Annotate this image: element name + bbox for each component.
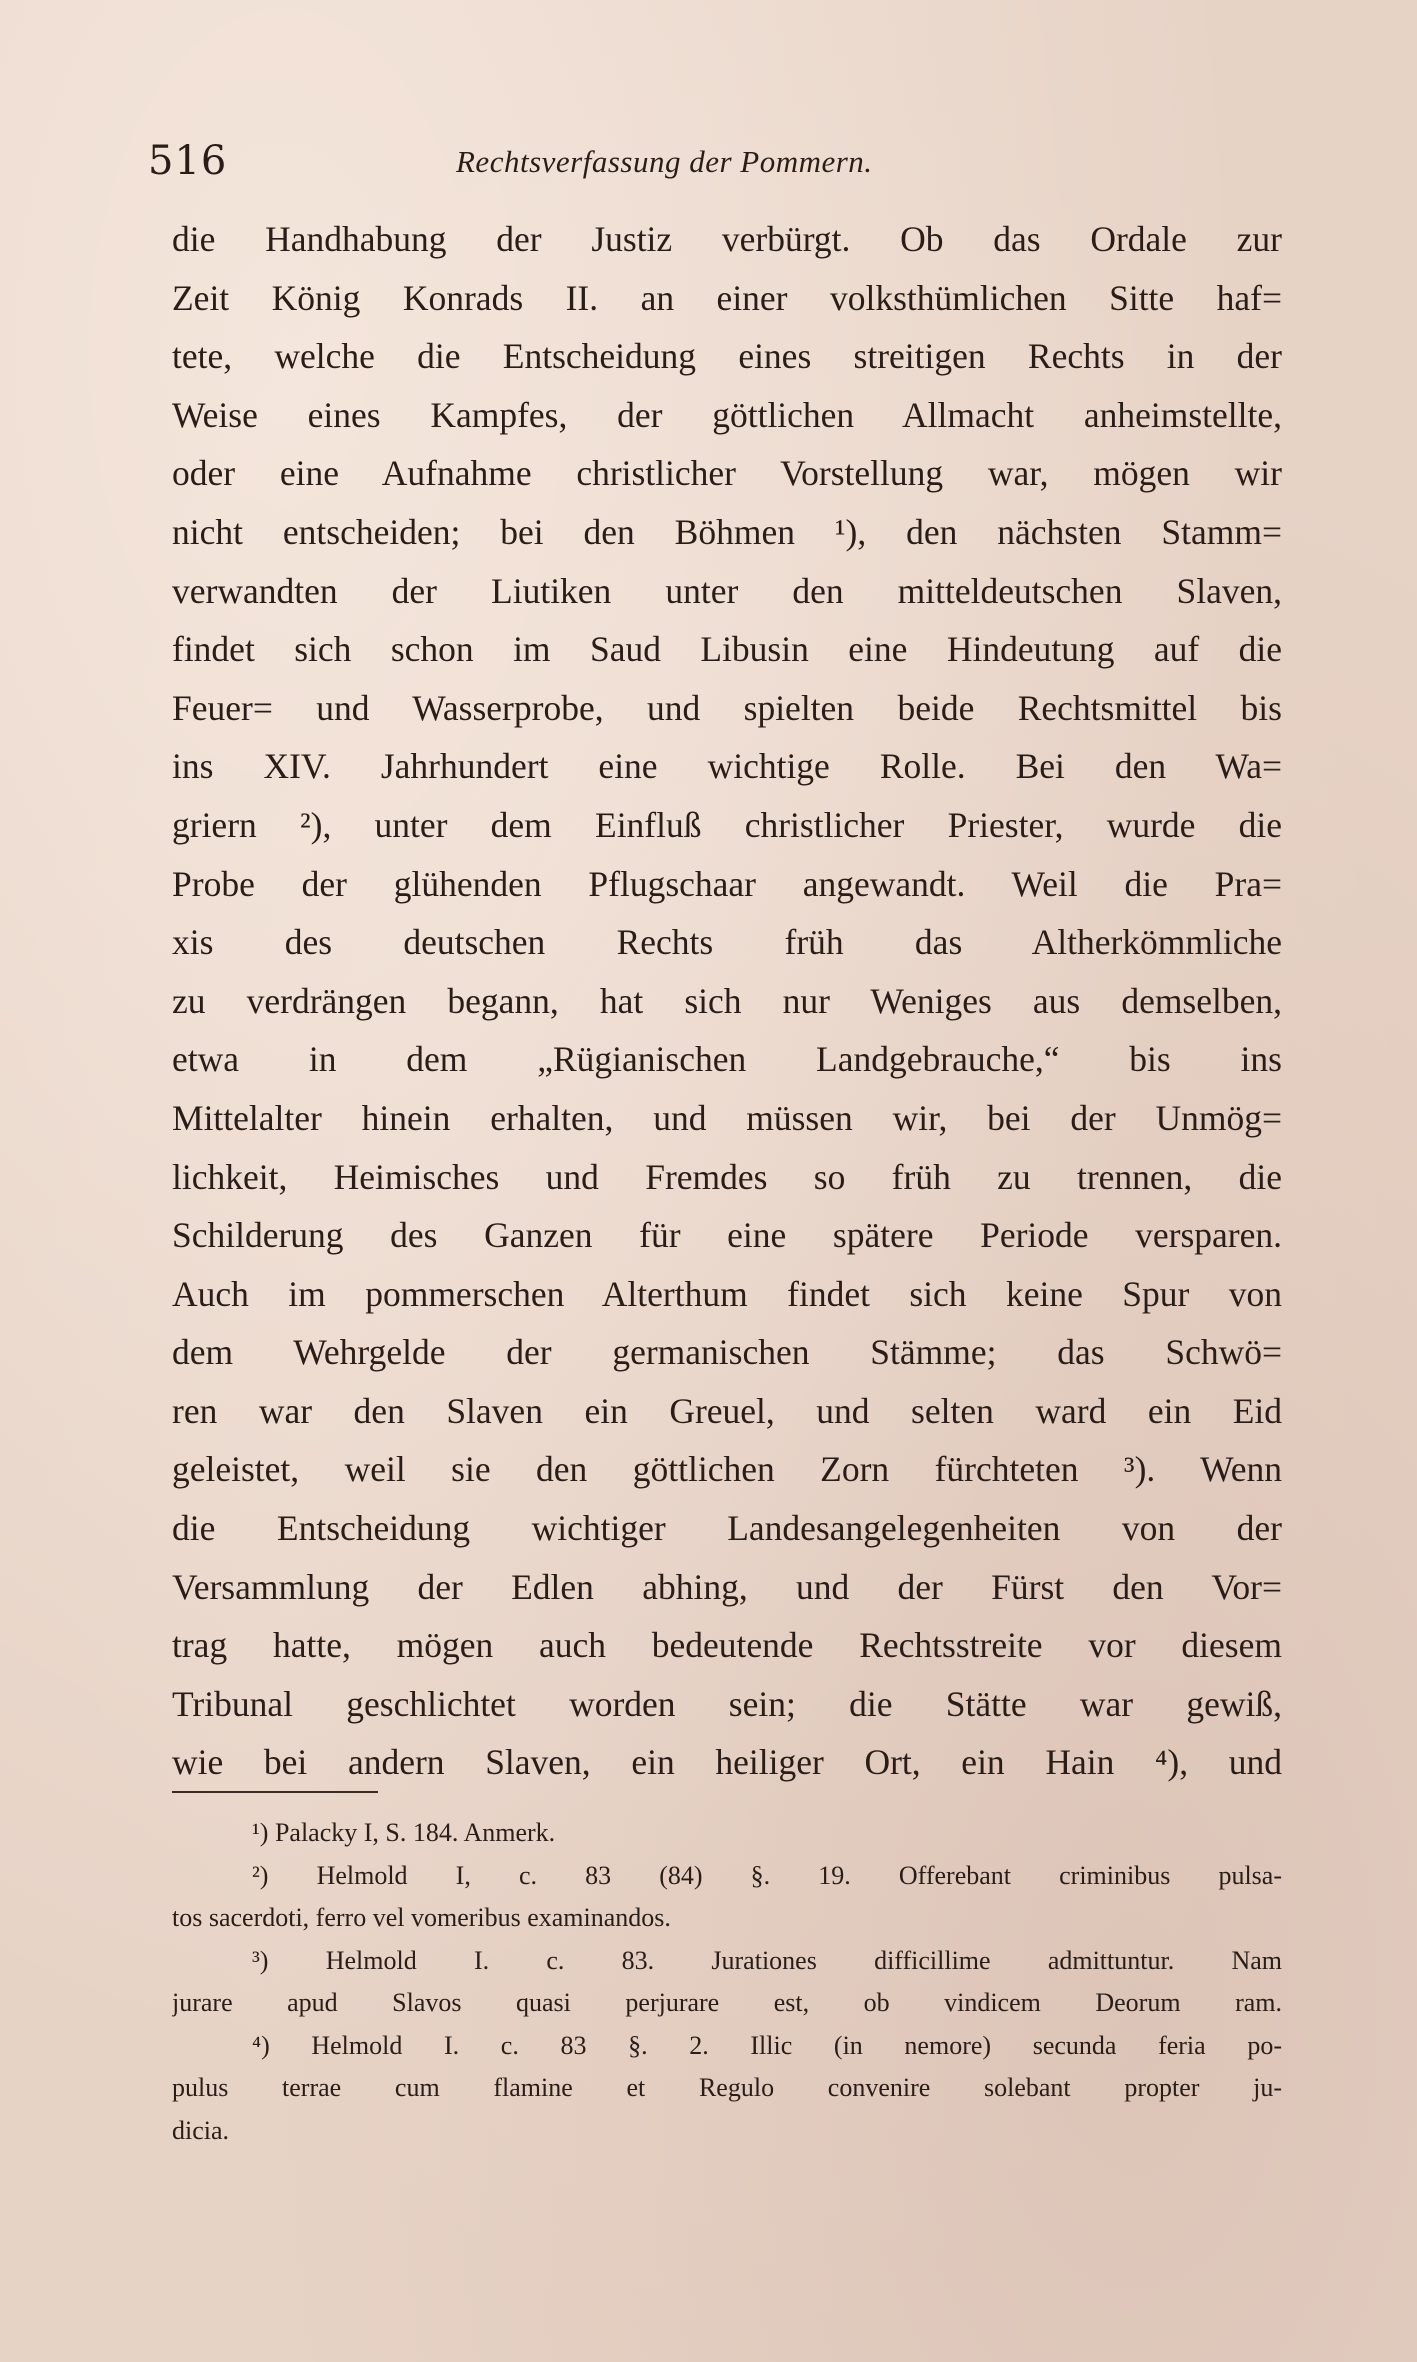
footnote-2: ²) Helmold I, c. 83 (84) §. 19. Offerebant criminibus pulsa- [252,1860,1282,1890]
running-title: Rechtsverfassung der Pommern. [456,144,873,179]
body-line: Versammlung der Edlen abhing, und der Fürst den Vor= [172,1566,1282,1607]
page-number: 516 [148,138,228,184]
body-text [172,210,1282,1792]
body-line: Weise eines Kampfes, der göttlichen Allmacht anheimstellte, [172,394,1282,435]
body-line: lichkeit, Heimisches und Fremdes so früh zu trennen, die [172,1156,1282,1197]
footnote-divider [172,1791,378,1793]
body-line: Mittelalter hinein erhalten, und müssen wir, bei der Unmög= [172,1097,1282,1138]
footnote-2-continuation: tos sacerdoti, ferro vel vomeribus examinandos. [172,1903,671,1932]
footnote-3: ³) Helmold I. c. 83. Jurationes difficillime admittuntur. Nam [252,1945,1282,1975]
body-line: verwandten der Liutiken unter den mitteldeutschen Slaven, [172,570,1282,611]
footnote-4-end: dicia. [172,2115,230,2145]
body-line: griern ²), unter dem Einfluß christlicher Priester, wurde die [172,804,1282,845]
body-line: nicht entscheiden; bei den Böhmen ¹), den nächsten Stamm= [172,511,1282,552]
footnote-4: ⁴) Helmold I. c. 83 §. 2. Illic (in nemore) secunda feria po- [252,2030,1282,2060]
body-line: oder eine Aufnahme christlicher Vorstellung war, mögen wir [172,453,1282,494]
body-line: die Entscheidung wichtiger Landesangelegenheiten von der [172,1508,1282,1549]
body-line: Tribunal geschlichtet worden sein; die Stätte war gewiß, [172,1683,1282,1724]
footnote-4-continuation: pulus terrae cum flamine et Regulo convenire solebant propter ju- [172,2073,1282,2102]
body-line: dem Wehrgelde der germanischen Stämme; das Schwö= [172,1332,1282,1373]
body-line: Zeit König Konrads II. an einer volksthümlichen Sitte haf= [172,277,1282,318]
body-line: die Handhabung der Justiz verbürgt. Ob das Ordale zur [172,219,1282,259]
body-line: findet sich schon im Saud Libusin eine Hindeutung auf die [172,629,1282,670]
body-line: Feuer= und Wasserprobe, und spielten beide Rechtsmittel bis [172,687,1282,728]
body-line: etwa in dem „Rügianischen Landgebrauche,“ bis ins [172,1039,1282,1080]
body-line: zu verdrängen begann, hat sich nur Weniges aus demselben, [172,980,1282,1021]
body-line: Auch im pommerschen Alterthum findet sich keine Spur von [172,1273,1282,1314]
body-line: tete, welche die Entscheidung eines streitigen Rechts in der [172,336,1282,377]
footnotes [172,1812,1282,2152]
body-line: wie bei andern Slaven, ein heiliger Ort, ein Hain ⁴), und [172,1742,1282,1783]
body-line: Probe der glühenden Pflugschaar angewandt. Weil die Pra= [172,863,1282,904]
body-line: geleistet, weil sie den göttlichen Zorn fürchteten ³). Wenn [172,1449,1282,1490]
body-line: Schilderung des Ganzen für eine spätere Periode versparen. [172,1215,1282,1256]
body-line: xis des deutschen Rechts früh das Altherkömmliche [172,922,1282,963]
footnote-3-continuation: jurare apud Slavos quasi perjurare est, ob vindicem Deorum ram. [172,1988,1282,2017]
footnote-1: ¹) Palacky I, S. 184. Anmerk. [252,1818,556,1847]
running-head [148,138,1278,198]
body-line: ins XIV. Jahrhundert eine wichtige Rolle. Bei den Wa= [172,746,1282,787]
body-line: ren war den Slaven ein Greuel, und selten ward ein Eid [172,1390,1282,1431]
body-line: trag hatte, mögen auch bedeutende Rechtsstreite vor diesem [172,1625,1282,1666]
